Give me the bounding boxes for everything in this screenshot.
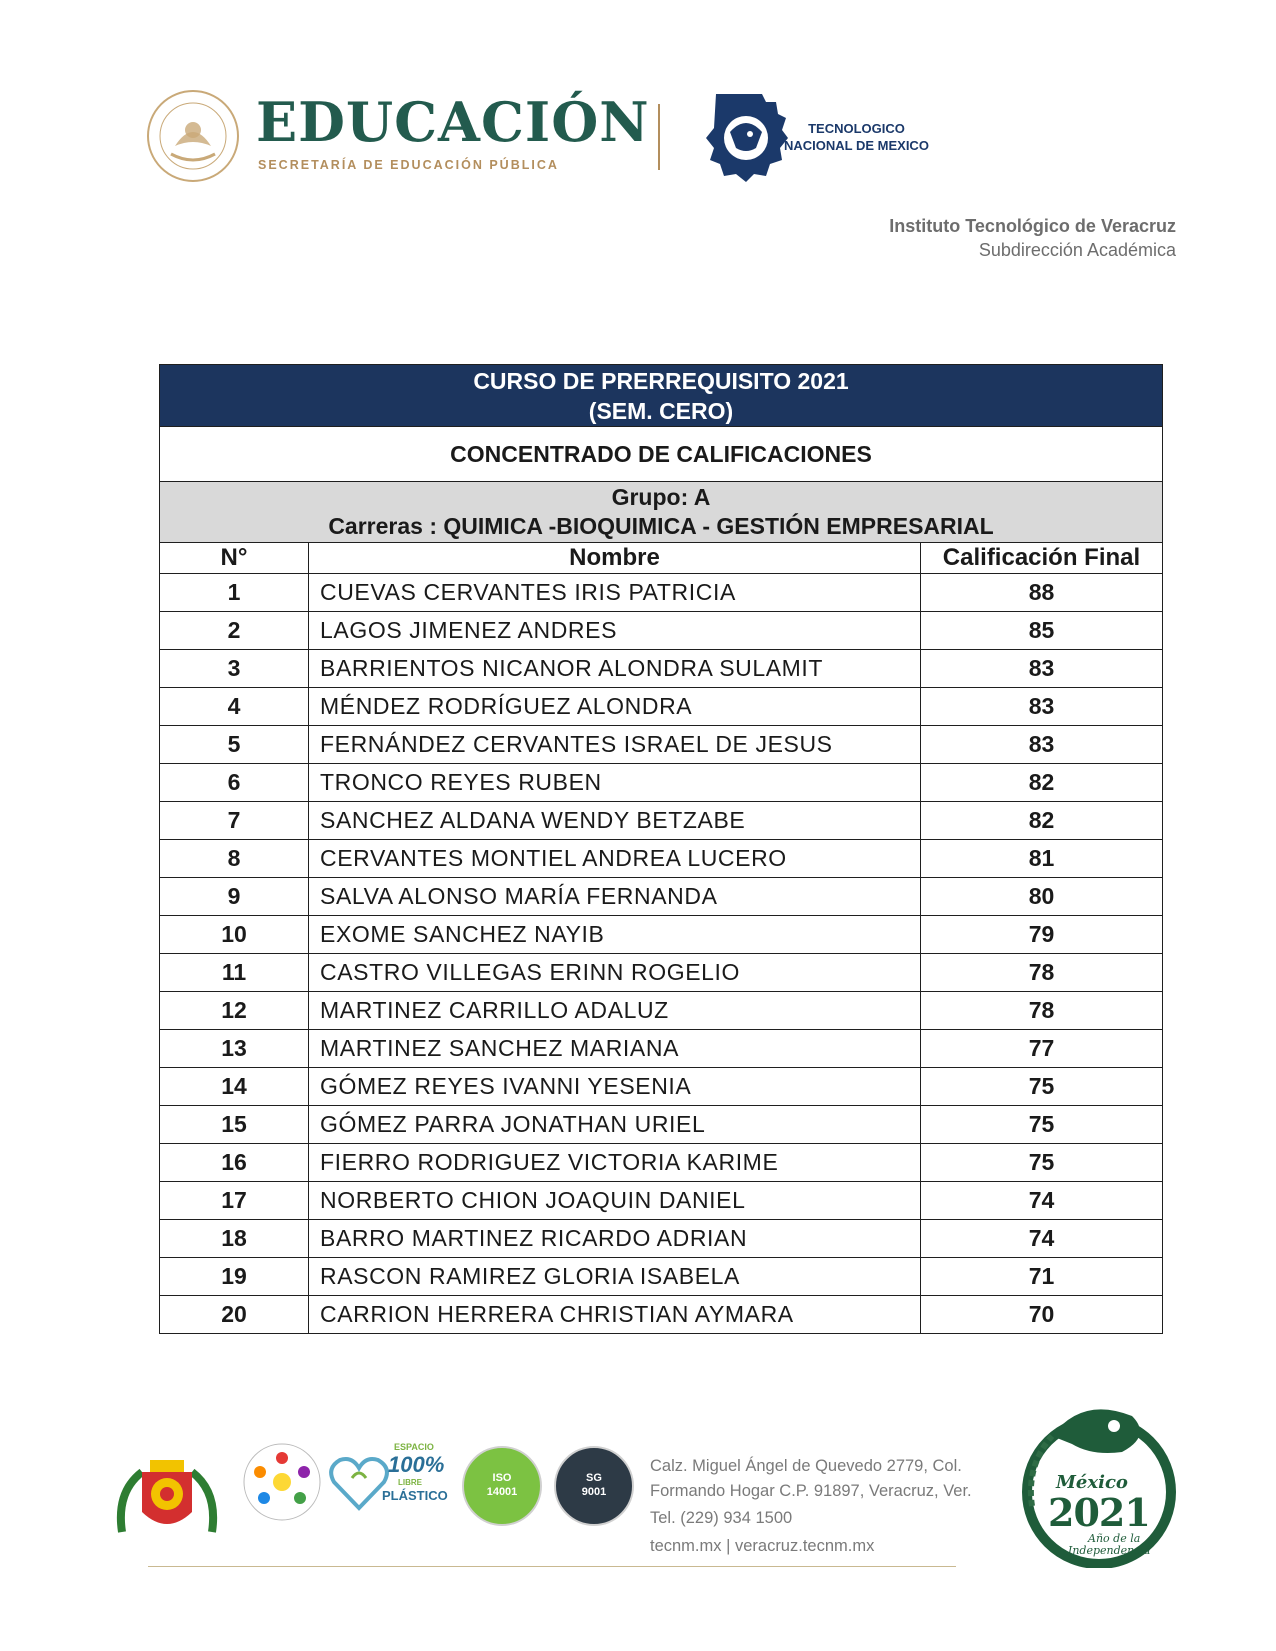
final-grade: 75 [921,1144,1163,1182]
student-name: TRONCO REYES RUBEN [309,764,921,802]
row-number: 11 [160,954,309,992]
final-grade: 74 [921,1182,1163,1220]
row-number: 12 [160,992,309,1030]
tecnm-gear-logo [706,88,788,184]
table-row [160,916,1163,954]
group-label: Grupo: A [611,484,711,510]
table-row [160,1220,1163,1258]
row-number: 2 [160,612,309,650]
emblem-year: 2021 [1048,1490,1150,1535]
table-title [160,365,1163,427]
plastic-free-badge [326,1440,446,1520]
column-header-row [160,543,1163,574]
emblem-mexico-word: México [1056,1472,1128,1493]
institute-name: Instituto Tecnológico de Veracruz [889,216,1176,236]
final-grade: 78 [921,954,1163,992]
table-row [160,1182,1163,1220]
table-row [160,1296,1163,1334]
student-name: FERNÁNDEZ CERVANTES ISRAEL DE JESUS [309,726,921,764]
plastic-badge-percent: 100% [388,1452,445,1477]
student-name: BARRIENTOS NICANOR ALONDRA SULAMIT [309,650,921,688]
final-grade: 81 [921,840,1163,878]
final-grade: 77 [921,1030,1163,1068]
careers-label: Carreras : QUIMICA -BIOQUIMICA - GESTIÓN EMPRESARIAL [328,513,994,539]
student-name: MARTINEZ SANCHEZ MARIANA [309,1030,921,1068]
final-grade: 82 [921,764,1163,802]
inclusion-circle-logo [240,1440,324,1524]
row-number: 4 [160,688,309,726]
student-name: SANCHEZ ALDANA WENDY BETZABE [309,802,921,840]
final-grade: 83 [921,688,1163,726]
plastic-badge-line-3: PLÁSTICO [382,1488,448,1503]
table-row [160,992,1163,1030]
table-title-row [160,365,1163,427]
row-number: 17 [160,1182,309,1220]
table-row [160,802,1163,840]
table-row [160,1144,1163,1182]
iso-14001-label: ISO [492,1472,512,1484]
final-grade: 83 [921,650,1163,688]
student-name: EXOME SANCHEZ NAYIB [309,916,921,954]
table-row [160,1030,1163,1068]
institute-block [889,214,1176,262]
student-name: MÉNDEZ RODRÍGUEZ ALONDRA [309,688,921,726]
grades-table [159,364,1163,1334]
final-grade: 75 [921,1106,1163,1144]
final-grade: 88 [921,574,1163,612]
final-grade: 78 [921,992,1163,1030]
group-row [160,482,1163,543]
address-line-2: Formando Hogar C.P. 91897, Veracruz, Ver. [650,1481,972,1500]
row-number: 16 [160,1144,309,1182]
column-header-number: N° [160,543,309,574]
iso-14001-number: 14001 [486,1486,518,1498]
student-name: BARRO MARTINEZ RICARDO ADRIAN [309,1220,921,1258]
student-name: CARRION HERRERA CHRISTIAN AYMARA [309,1296,921,1334]
table-row [160,840,1163,878]
row-number: 9 [160,878,309,916]
student-name: FIERRO RODRIGUEZ VICTORIA KARIME [309,1144,921,1182]
table-row [160,650,1163,688]
tecnm-line-2: NACIONAL DE MEXICO [784,138,929,153]
table-title-line-2: (SEM. CERO) [588,397,734,424]
iso-9001-label: SG [586,1472,602,1484]
table-row [160,764,1163,802]
table-row [160,1258,1163,1296]
final-grade: 85 [921,612,1163,650]
student-name: CERVANTES MONTIEL ANDREA LUCERO [309,840,921,878]
table-title-line-1: CURSO DE PRERREQUISITO 2021 [473,367,849,394]
website-links: tecnm.mx | veracruz.tecnm.mx [650,1536,875,1555]
student-name: CASTRO VILLEGAS ERINN ROGELIO [309,954,921,992]
student-name: GÓMEZ REYES IVANNI YESENIA [309,1068,921,1106]
table-row [160,612,1163,650]
plastic-badge-line-1: ESPACIO [394,1442,434,1452]
emblem-motto-2: Independencia [1068,1544,1151,1557]
footer-divider [148,1566,956,1567]
student-name: GÓMEZ PARRA JONATHAN URIEL [309,1106,921,1144]
row-number: 15 [160,1106,309,1144]
table-subtitle-row [160,427,1163,482]
table-row [160,574,1163,612]
row-number: 18 [160,1220,309,1258]
table-row [160,1106,1163,1144]
final-grade: 74 [921,1220,1163,1258]
student-name: CUEVAS CERVANTES IRIS PATRICIA [309,574,921,612]
student-name: MARTINEZ CARRILLO ADALUZ [309,992,921,1030]
mexico-2021-emblem [1022,1396,1176,1568]
row-number: 20 [160,1296,309,1334]
row-number: 3 [160,650,309,688]
iso-9001-badge [554,1446,634,1526]
table-row [160,688,1163,726]
education-title: EDUCACIÓN [256,90,650,154]
row-number: 13 [160,1030,309,1068]
student-name: SALVA ALONSO MARÍA FERNANDA [309,878,921,916]
plastic-badge-line-2: LIBRE [398,1478,422,1487]
table-row [160,954,1163,992]
row-number: 5 [160,726,309,764]
department-name: Subdirección Académica [978,240,1176,260]
address-line-1: Calz. Miguel Ángel de Quevedo 2779, Col. [650,1457,962,1475]
emblem-motto-1: Año de la [1088,1532,1141,1545]
tecnm-name [784,120,929,154]
row-number: 10 [160,916,309,954]
final-grade: 70 [921,1296,1163,1334]
education-subtitle: SECRETARÍA DE EDUCACIÓN PÚBLICA [258,158,559,172]
final-grade: 79 [921,916,1163,954]
row-number: 19 [160,1258,309,1296]
column-header-name: Nombre [309,543,921,574]
footer-address [650,1454,972,1558]
student-name: RASCON RAMIREZ GLORIA ISABELA [309,1258,921,1296]
final-grade: 83 [921,726,1163,764]
row-number: 14 [160,1068,309,1106]
iso-9001-number: 9001 [581,1486,607,1498]
heart-icon [326,1448,392,1514]
phone: Tel. (229) 934 1500 [650,1509,793,1527]
table-row [160,726,1163,764]
header-divider [658,104,660,170]
mexico-coat-of-arms-seal [145,88,241,184]
final-grade: 71 [921,1258,1163,1296]
table-row [160,878,1163,916]
row-number: 1 [160,574,309,612]
table-subtitle: CONCENTRADO DE CALIFICACIONES [160,427,1163,482]
final-grade: 75 [921,1068,1163,1106]
student-name: LAGOS JIMENEZ ANDRES [309,612,921,650]
itv-crest-logo [112,1452,222,1544]
tecnm-line-1: TECNOLOGICO [808,121,905,136]
row-number: 8 [160,840,309,878]
row-number: 6 [160,764,309,802]
student-name: NORBERTO CHION JOAQUIN DANIEL [309,1182,921,1220]
row-number: 7 [160,802,309,840]
final-grade: 80 [921,878,1163,916]
table-row [160,1068,1163,1106]
column-header-grade: Calificación Final [921,543,1163,574]
iso-14001-badge [462,1446,542,1526]
final-grade: 82 [921,802,1163,840]
group-info [160,482,1163,543]
